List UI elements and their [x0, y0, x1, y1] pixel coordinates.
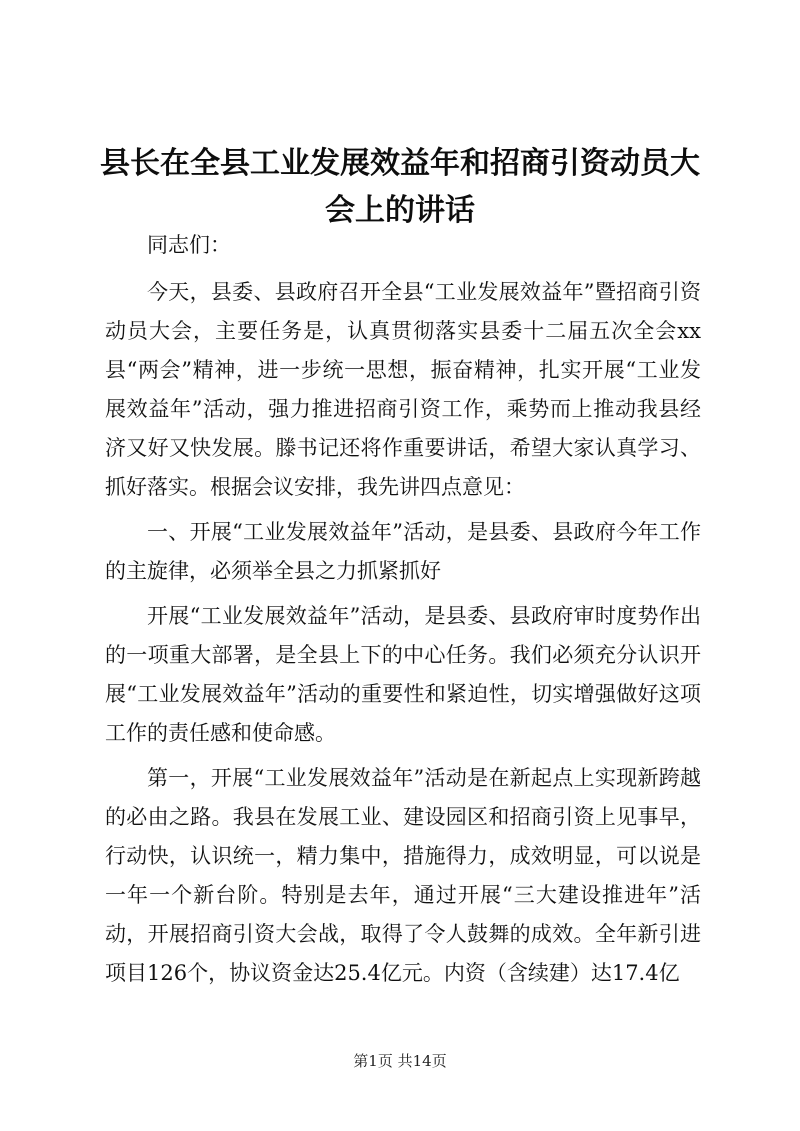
paragraph-point-1: 第一，开展“工业发展效益年”活动是在新起点上实现新跨越的必由之路。我县在发展工业、建设园区和招商引资上见事早，行动快，认识统一，精力集中，措施得力，成效明显，可以说是一年一个新台阶。特别是去年，通过开展“三大建设推进年”活动，开展招商引资大会战，取得了令人鼓舞的成效。全年新引进项目126个，协议资金达25.4亿元。内资（含续建）达17.4亿	[105, 766, 701, 985]
section-heading-1: 一、开展“工业发展效益年”活动，是县委、县政府今年工作的主旋律，必须举全县之力抓紧抓好	[105, 520, 701, 583]
paragraph-section-1: 开展“工业发展效益年”活动，是县委、县政府审时度势作出的一项重大部署，是全县上下的中心任务。我们必须充分认识开展“工业发展效益年”活动的重要性和紧迫性，切实增强做好这项工作的责任感和使命感。	[105, 604, 701, 745]
greeting: 同志们：	[147, 233, 231, 257]
document-body	[105, 226, 701, 999]
document-title: 县长在全县工业发展效益年和招商引资动员大会上的讲话	[100, 146, 700, 228]
page-number-footer: 第1页 共14页	[353, 1052, 447, 1070]
paragraph-intro: 今天，县委、县政府召开全县“工业发展效益年”暨招商引资动员大会，主要任务是，认真贯彻落实县委十二届五次全会xx县“两会”精神，进一步统一思想，振奋精神，扎实开展“工业发展效益年”活动，强力推进招商引资工作，乘势而上推动我县经济又好又快发展。滕书记还将作重要讲话，希望大家认真学习、抓好落实。根据会议安排，我先讲四点意见：	[105, 280, 701, 499]
